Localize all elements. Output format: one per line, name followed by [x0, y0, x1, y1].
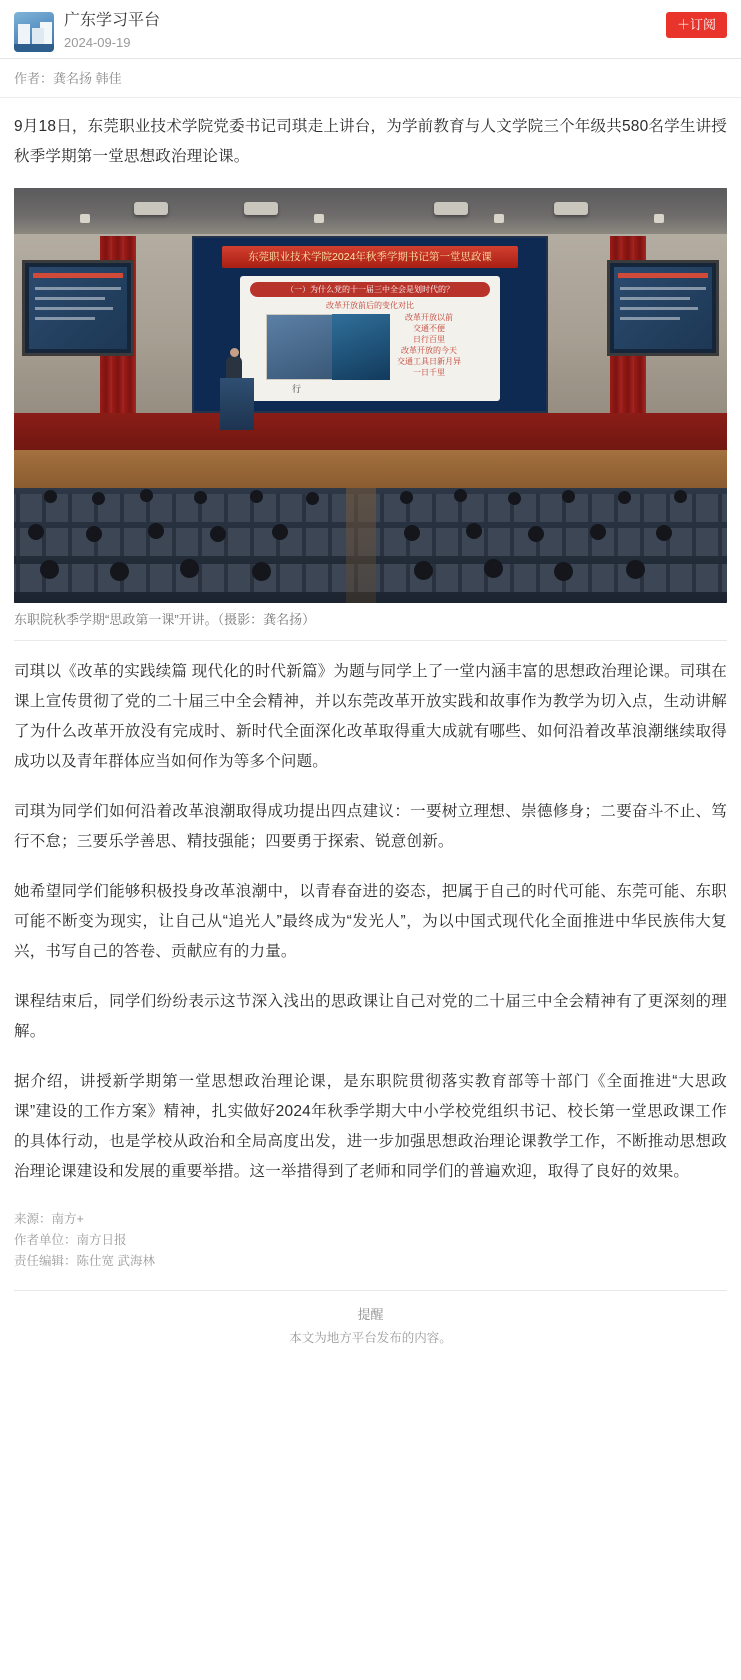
notice-title: 提醒 — [357, 1307, 384, 1322]
screen-question-text: （一）为什么党的十一届三中全会是划时代的？ — [250, 282, 490, 297]
screen-subtitle-text: 改革开放前后的变化对比 — [326, 301, 414, 310]
article-paragraph: 司琪以《改革的实践续篇 现代化的时代新篇》为题与同学上了一堂内涵丰富的思想政治理论课。司琪在课上宣传贯彻了党的二十届三中全会精神，并以东莞改革开放实践和故事作为教学为切入点，生动讲解了为什么改革开放没有完成时、新时代全面深化改革取得重大成就有哪些、如何沿着改革浪潮继续取得成功以及青年群体应当如何作为等多个问题。 — [14, 663, 727, 770]
screen-footer-text: 行 — [292, 384, 302, 394]
site-title: 广东学习平台 — [64, 12, 161, 29]
article-paragraph: 她希望同学们能够积极投身改革浪潮中，以青春奋进的姿态，把属于自己的时代可能、东莞可能、东职可能不断变为现实，让自己从“追光人”最终成为“发光人”，为以中国式现代化全面推进中华民族伟大复兴，书写自己的答卷、贡献应有的力量。 — [14, 883, 727, 960]
content-divider — [14, 640, 727, 641]
meta-author-unit: 作者单位：南方日报 — [14, 1233, 127, 1247]
platform-logo-icon — [14, 12, 54, 52]
meta-source: 来源：南方+ — [14, 1212, 84, 1226]
figure-caption: 东职院秋季学期“思政第一课”开讲。（摄影：龚名扬） — [14, 612, 316, 627]
header-text-block — [64, 10, 160, 52]
side-screen-left — [22, 260, 134, 356]
article-body — [0, 98, 741, 1187]
audience-seating — [14, 488, 727, 603]
subscribe-button[interactable]: ＋订阅 — [666, 12, 727, 38]
side-screen-right — [607, 260, 719, 356]
notice-text: 本文为地方平台发布的内容。 — [289, 1331, 452, 1345]
screen-banner-text: 东莞职业技术学院2024年秋季学期书记第一堂思政课 — [222, 246, 518, 268]
publish-date: 2024-09-19 — [64, 35, 131, 50]
author-line: 作者：龚名扬 韩佳 — [0, 59, 741, 98]
article-lead: 9月18日，东莞职业技术学院党委书记司琪走上讲台，为学前教育与人文学院三个年级共580名学生讲授秋季学期第一堂思想政治理论课。 — [14, 118, 727, 165]
podium — [220, 378, 254, 430]
notice-block — [14, 1290, 727, 1367]
article-paragraph: 司琪为同学们如何沿着改革浪潮取得成功提出四点建议：一要树立理想、崇德修身；二要奋斗不止、笃行不怠；三要乐学善思、精技强能；四要勇于探索、锐意创新。 — [14, 803, 727, 850]
article-paragraph: 课程结束后，同学们纷纷表示这节深入浅出的思政课让自己对党的二十届三中全会精神有了更深刻的理解。 — [14, 993, 727, 1040]
lecture-photo — [14, 188, 727, 603]
meta-editor: 责任编辑：陈仕宽 武海林 — [14, 1254, 155, 1268]
screen-body-text: 改革开放以前 交通不便 日行百里 改革开放的今天 交通工具日新月异 一日千里 — [397, 313, 461, 377]
article-figure — [14, 188, 727, 630]
article-meta — [0, 1207, 741, 1286]
article-paragraph: 据介绍，讲授新学期第一堂思想政治理论课，是东职院贯彻落实教育部等十部门《全面推进“大思政课”建设的工作方案》精神，扎实做好2024年秋季学期大中小学校党组织书记、校长第一堂思政课工作的具体行动，也是学校从政治和全局高度出发，进一步加强思想政治理论课教学工作，不断推动思想政治理论课建设和发展的重要举措。这一举措得到了老师和同学们的普遍欢迎，取得了良好的效果。 — [14, 1073, 727, 1180]
page-header — [0, 0, 741, 59]
